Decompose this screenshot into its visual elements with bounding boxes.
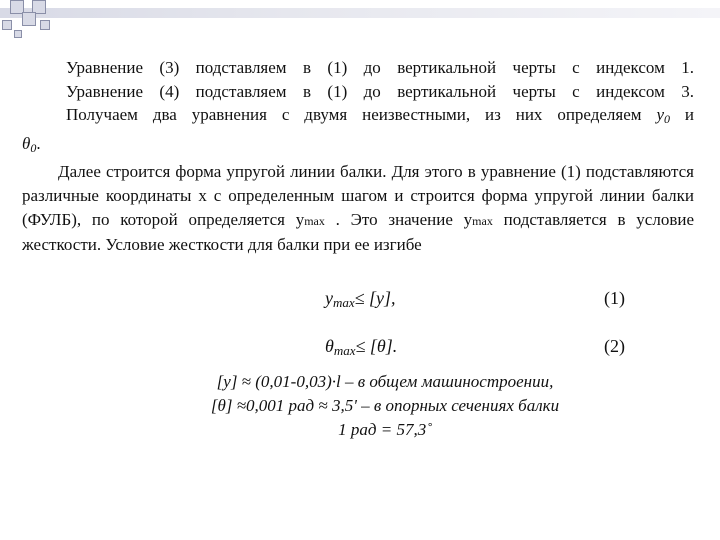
text-line-3: Получаем два уравнения с двумя неизвестными, из них определяем — [66, 105, 642, 125]
paragraph-line-3 — [30, 103, 694, 132]
decorative-header — [0, 0, 720, 40]
deco-square-3 — [22, 12, 36, 26]
text-line-1: Уравнение (3) подставляем в (1) до вертикальной черты с индексом 1. — [66, 58, 694, 77]
body-text — [22, 56, 695, 257]
paragraph-theta — [22, 132, 694, 161]
para2-mid: . Это значение y — [335, 209, 473, 229]
note-line-3: 1 рад = 57,3˚ — [338, 420, 432, 439]
header-bar — [0, 8, 720, 18]
note-line-1: [y] ≈ (0,01-0,03)·l – в общем машиностроении, — [216, 372, 554, 391]
paragraph-2 — [22, 160, 694, 256]
theta-dot: . — [36, 133, 41, 153]
formula-2-rest: ≤ [θ]. — [355, 336, 398, 356]
deco-square-5 — [40, 20, 50, 30]
formula-1-number: (1) — [604, 288, 625, 308]
formula-1-sub: max — [333, 295, 355, 310]
deco-square-4 — [2, 20, 12, 30]
deco-square-6 — [14, 30, 22, 38]
formula-1 — [325, 288, 396, 311]
para2-end: подставляется в условие жесткости. Условие жесткости для балки при ее изгибе — [22, 209, 694, 255]
paragraph-line-1 — [30, 56, 694, 80]
paragraph-line-2 — [30, 80, 694, 104]
formula-2-var: θ — [325, 336, 334, 356]
theta-symbol: θ — [22, 133, 31, 153]
var-y-sub: 0 — [664, 112, 670, 127]
formula-1-rest: ≤ [y], — [354, 288, 396, 308]
text-line-3-tail: и — [684, 105, 695, 125]
para2-sub-max-2: max — [472, 213, 493, 228]
note-line-2: [θ] ≈0,001 рад ≈ 3,5' – в опорных сечениях балки — [210, 396, 560, 415]
theta-sub: 0 — [30, 140, 37, 155]
text-line-2: Уравнение (4) подставляем в (1) до вертикальной черты с индексом 3. — [66, 81, 694, 101]
formula-2 — [325, 336, 397, 359]
para2-sub-max-1: max — [304, 213, 325, 228]
formula-1-var: y — [325, 288, 333, 308]
formula-2-number: (2) — [604, 336, 625, 356]
para2-start: Далее строится форма упругой линии балки. Для этого в уравнение (1) подставляются различные координаты x с определенным шагом и строится форма упругой линии балки (ФУЛБ), по которой определяется y — [22, 162, 694, 229]
var-y: y — [656, 105, 664, 125]
formula-2-sub: max — [333, 343, 356, 358]
